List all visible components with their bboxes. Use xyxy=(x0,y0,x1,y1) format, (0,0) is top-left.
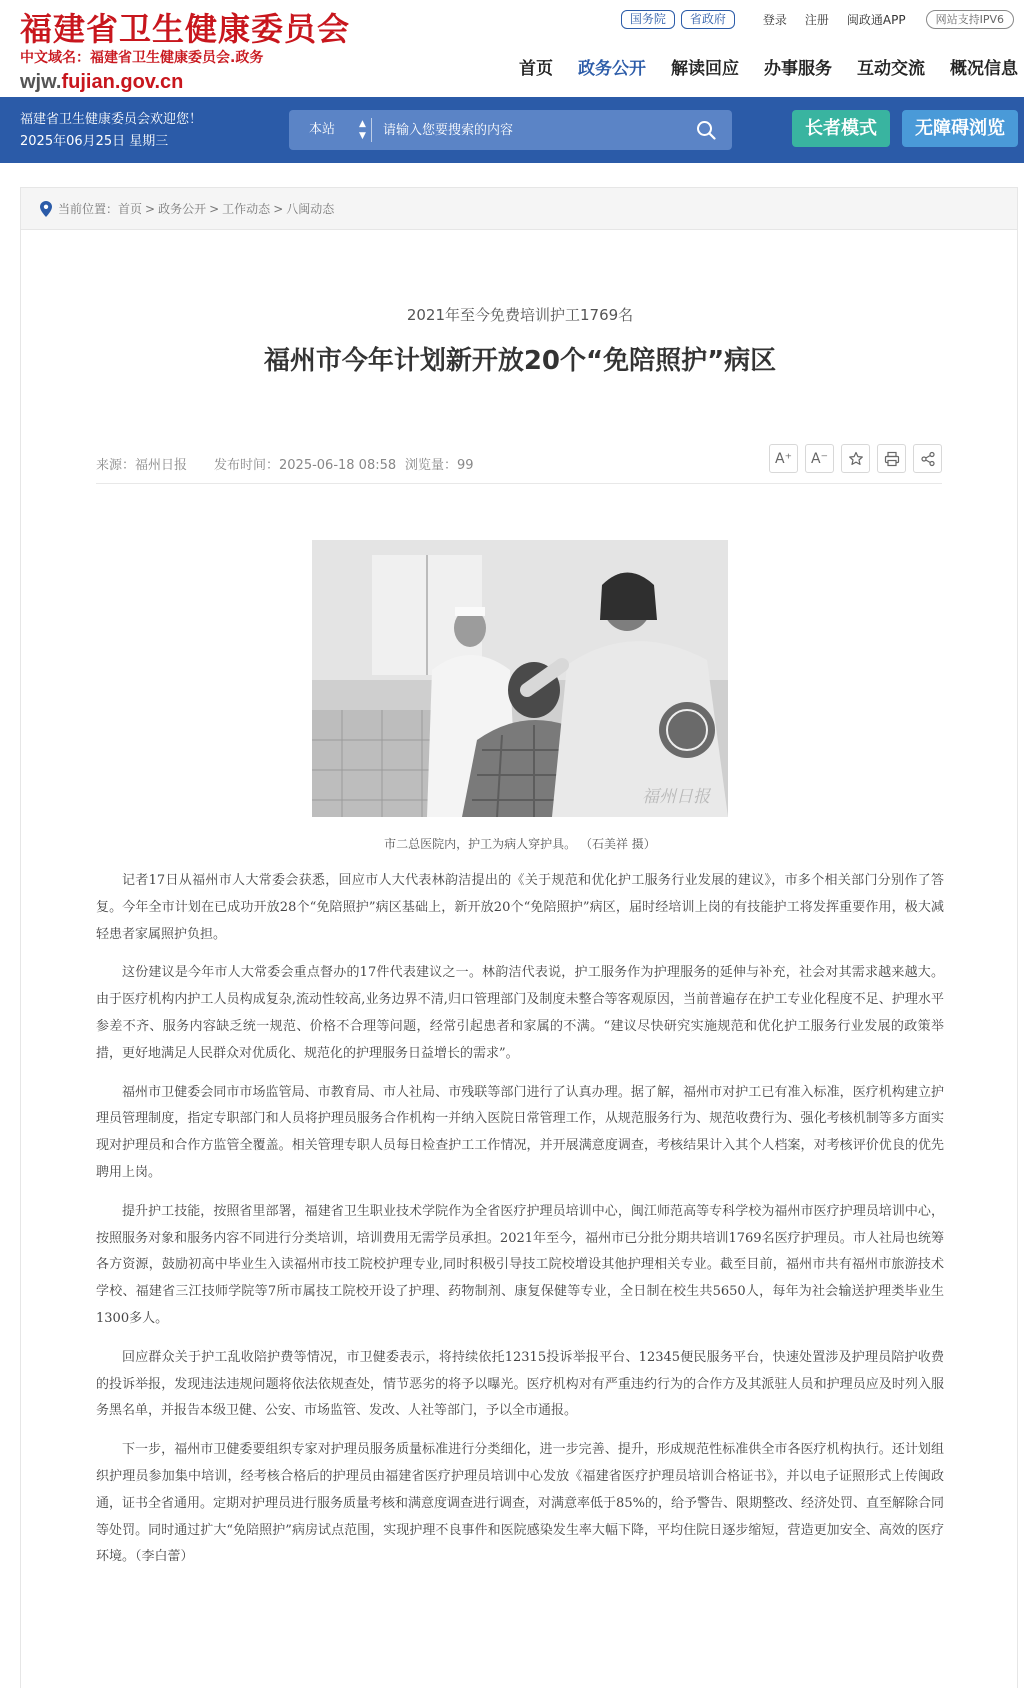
nav-services[interactable]: 办事服务 xyxy=(764,59,832,79)
accessible-browse-button[interactable]: 无障碍浏览 xyxy=(902,110,1018,147)
search-divider xyxy=(371,118,372,142)
welcome-text: 福建省卫生健康委员会欢迎您！ xyxy=(20,112,203,127)
breadcrumb-gov-affairs[interactable]: 政务公开 xyxy=(158,202,207,216)
logo-url xyxy=(20,71,380,93)
search-input[interactable] xyxy=(383,110,673,150)
main-nav xyxy=(494,54,1018,79)
breadcrumb-separator: > xyxy=(273,201,284,216)
site-header xyxy=(0,0,1024,97)
app-link[interactable]: 闽政通APP xyxy=(846,13,906,27)
breadcrumb-bamin-news[interactable]: 八闽动态 xyxy=(286,202,335,216)
article-tools xyxy=(762,444,942,473)
share-button[interactable] xyxy=(913,444,942,473)
location-pin-icon xyxy=(40,201,52,217)
article-body xyxy=(96,868,944,1583)
font-increase-button[interactable]: A⁺ xyxy=(769,444,798,473)
article-paragraph: 下一步，福州市卫健委要组织专家对护理员服务质量标准进行分类细化，进一步完善、提升，形成规范性标准供全市各医疗机构执行。还计划组织护理员参加集中培训，经考核合格后的护理员由福建省医疗护理员培训中心发放《福建省医疗护理员培训合格证书》，并以电子证照形式上传闽政通，证书全省通用。定期对护理员进行服务质量考核和满意度调查进行调查，对满意率低于85%的，给予警告、限期整改、经济处罚、直至解除合同等处罚。同时通过扩大“免陪照护”病房试点范围，实现护理不良事件和医院感染发生率大幅下降，平均住院日逐步缩短，营造更加安全、高效的医疗环境。（李白蕾） xyxy=(96,1442,944,1565)
utility-bar xyxy=(0,97,1024,163)
current-date: 2025年06月25日 星期三 xyxy=(20,134,169,149)
breadcrumb-separator: > xyxy=(209,201,220,216)
article-paragraph: 记者17日从福州市人大常委会获悉，回应市人大代表林韵洁提出的《关于规范和优化护工服务行业发展的建议》，市多个相关部门分别作了答复。今年全市计划在已成功开放28个“免陪照护”病区基础上，新开放20个“免陪照护”病区，届时经培训上岗的有技能护工将发挥重要作用，极大减轻患者家属照护负担。 xyxy=(96,873,944,942)
star-icon xyxy=(848,451,864,467)
article-meta xyxy=(96,444,942,484)
login-link[interactable]: 登录 xyxy=(762,13,787,27)
breadcrumb-separator: > xyxy=(145,201,156,216)
article-views: 浏览量：99 xyxy=(405,458,474,473)
nav-interpretation[interactable]: 解读回应 xyxy=(671,59,739,79)
logo-domain: 中文域名：福建省卫生健康委员会.政务 xyxy=(20,50,264,66)
search-box xyxy=(289,110,732,150)
favorite-button[interactable] xyxy=(841,444,870,473)
article-publish-time: 发布时间：2025-06-18 08:58 xyxy=(214,458,397,473)
breadcrumb-label: 当前位置： xyxy=(58,202,119,216)
article-paragraph: 提升护工技能，按照省里部署，福建省卫生职业技术学院作为全省医疗护理员培训中心，闽江师范高等专科学校为福州市医疗护理员培训中心，按照服务对象和服务内容不同进行分类培训，培训费用无需学员承担。2021年至今，福州市已分批分期共培训1769名医疗护理员。市人社局也统筹各方资源，鼓励初高中毕业生入读福州市技工院校护理专业,同时积极引导技工院校增设其他护理相关专业。截至目前，福州市共有福州市旅游技术学校、福建省三江技师学院等7所市属技工院校开设了护理、药物制剂、康复保健等专业，全日制在校生共5650人，每年为社会输送护理类毕业生1300多人。 xyxy=(96,1203,944,1326)
search-icon[interactable] xyxy=(696,120,716,140)
article-paragraph: 这份建议是今年市人大常委会重点督办的17件代表建议之一。林韵洁代表说，护工服务作为护理服务的延伸与补充，社会对其需求越来越大。由于医疗机构内护工人员构成复杂,流动性较高,业务边界不清,归口管理部门及制度未整合等客观原因，当前普遍存在护工专业化程度不足、护理水平参差不齐、服务内容缺乏统一规范、价格不合理等问题，经常引起患者和家属的不满。“建议尽快研究实施规范和优化护工服务行业发展的政策举措，更好地满足人民群众对优质化、规范化的护理服务日益增长的需求”。 xyxy=(96,965,944,1061)
site-logo[interactable] xyxy=(20,10,380,93)
ipv6-badge: 网站支持IPV6 xyxy=(926,10,1014,29)
nav-gov-affairs[interactable]: 政务公开 xyxy=(578,59,646,79)
breadcrumb xyxy=(21,188,1017,230)
article-photo xyxy=(312,540,728,817)
logo-title: 福建省卫生健康委员会 xyxy=(20,10,351,48)
logo-url-prefix: wjw. xyxy=(20,71,62,93)
photo-watermark: 福州日报 xyxy=(642,787,710,807)
article-paragraph: 福州市卫健委会同市市场监管局、市教育局、市人社局、市残联等部门进行了认真办理。据了解，福州市对护工已有准入标准，医疗机构建立护理员管理制度，指定专职部门和人员将护理员服务合作机构一并纳入医院日常管理工作，从规范服务行为、规范收费行为、强化考核机制等多方面实现对护理员和合作方监管全覆盖。相关管理专职人员每日检查护工工作情况，并开展满意度调查，考核结果计入其个人档案，对考核评价优良的优先聘用上岗。 xyxy=(96,1084,944,1180)
nav-home[interactable]: 首页 xyxy=(519,59,553,79)
logo-url-main: fujian.gov.cn xyxy=(61,71,184,93)
nav-interaction[interactable]: 互动交流 xyxy=(857,59,925,79)
article-paragraph: 回应群众关于护工乱收陪护费等情况，市卫健委表示，将持续依托12315投诉举报平台、12345便民服务平台，快速处置涉及护理员陪护收费的投诉举报，发现违法违规问题将依法依规查处，情节恶劣的将予以曝光。医疗机构对有严重违约行为的合作方及其派驻人员和护理员应及时列入服务黑名单，并报告本级卫健、公安、市场监管、发改、人社等部门，予以全市通报。 xyxy=(96,1349,944,1419)
photo-caption: 市二总医院内，护工为病人穿护具。 （石美祥 摄） xyxy=(384,837,656,851)
nursing-photo-illustration xyxy=(312,540,728,817)
register-link[interactable]: 注册 xyxy=(804,13,829,27)
article-title: 福州市今年计划新开放20个“免陪照护”病区 xyxy=(263,346,777,376)
print-button[interactable] xyxy=(877,444,906,473)
province-gov-link[interactable]: 省政府 xyxy=(681,10,735,29)
welcome-block xyxy=(20,109,202,153)
breadcrumb-home[interactable]: 首页 xyxy=(118,202,143,216)
font-decrease-button[interactable]: A⁻ xyxy=(805,444,834,473)
printer-icon xyxy=(884,451,900,467)
state-council-link[interactable]: 国务院 xyxy=(621,10,675,29)
nav-overview[interactable]: 概况信息 xyxy=(950,59,1018,79)
share-icon xyxy=(920,451,936,467)
content-panel xyxy=(20,187,1018,1688)
elder-mode-button[interactable]: 长者模式 xyxy=(792,110,890,147)
breadcrumb-work-news[interactable]: 工作动态 xyxy=(222,202,271,216)
article-source: 来源：福州日报 xyxy=(96,458,188,473)
top-links xyxy=(615,10,1014,29)
scope-arrows-icon: ▲ ▼ xyxy=(359,119,366,141)
article-subtitle: 2021年至今免费培训护工1769名 xyxy=(406,306,634,324)
search-scope-select[interactable]: 本站 xyxy=(309,122,336,137)
